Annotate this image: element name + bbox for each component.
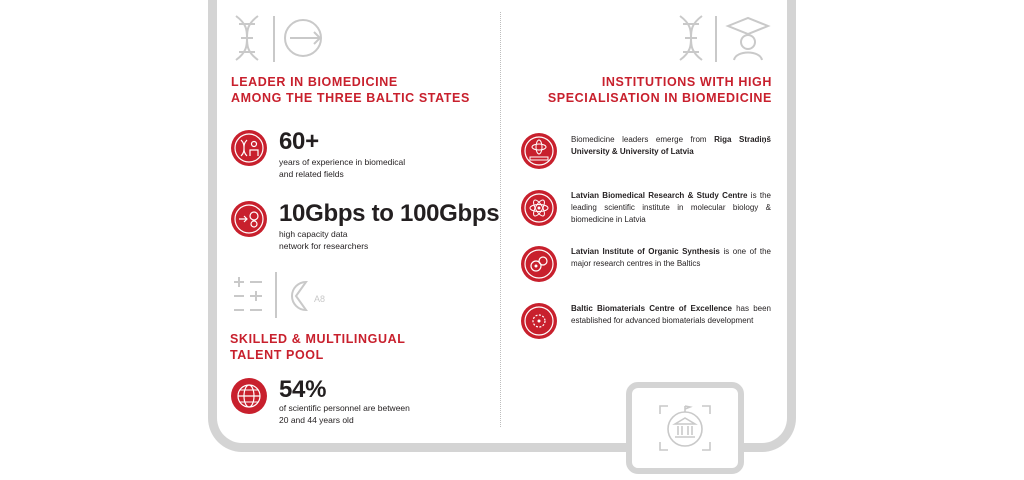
network-speed-icon — [231, 201, 267, 237]
institution-text: Baltic Biomaterials Centre of Excellence has been established for advanced biomaterials development — [571, 304, 771, 325]
dna-icon — [228, 14, 328, 64]
left-heading: LEADER IN BIOMEDICINE AMONG THE THREE BALTIC STATES — [231, 75, 470, 105]
stat-caption: years of experience in biomedical and related fields — [279, 157, 406, 179]
language-icon — [230, 270, 330, 320]
stat-value: 54% — [279, 376, 327, 403]
institution-box — [626, 382, 744, 474]
atom-icon — [521, 190, 557, 226]
svg-text:A8: A8 — [314, 294, 326, 304]
right-heading: INSTITUTIONS WITH HIGH SPECIALISATION IN BIOMEDICINE — [547, 75, 772, 105]
globe-icon — [231, 378, 267, 414]
dna-person-icon — [231, 130, 267, 166]
atom-lab-icon — [521, 133, 557, 169]
cells-icon — [521, 246, 557, 282]
institution-text: Latvian Institute of Organic Synthesis is one of the major research centres in the Baltics — [571, 247, 771, 268]
column-divider — [500, 12, 501, 427]
virus-icon — [521, 303, 557, 339]
stat-value: 10Gbps to 100Gbps — [279, 200, 500, 227]
stat-caption: high capacity data network for researchers — [279, 229, 369, 251]
stat-caption: of scientific personnel are between 20 and 44 years old — [279, 403, 410, 425]
dna-graduate-icon — [676, 14, 776, 64]
talent-heading: SKILLED & MULTILINGUAL TALENT POOL — [230, 332, 406, 362]
stat-value: 60+ — [279, 128, 319, 155]
bank-icon — [656, 402, 714, 454]
institution-text: Biomedicine leaders emerge from Riga Stradiņš University & University of Latvia — [571, 135, 771, 156]
institution-text: Latvian Biomedical Research & Study Centre is the leading scientific institute in molecular biology & biomedicine in Latvia — [571, 191, 771, 224]
